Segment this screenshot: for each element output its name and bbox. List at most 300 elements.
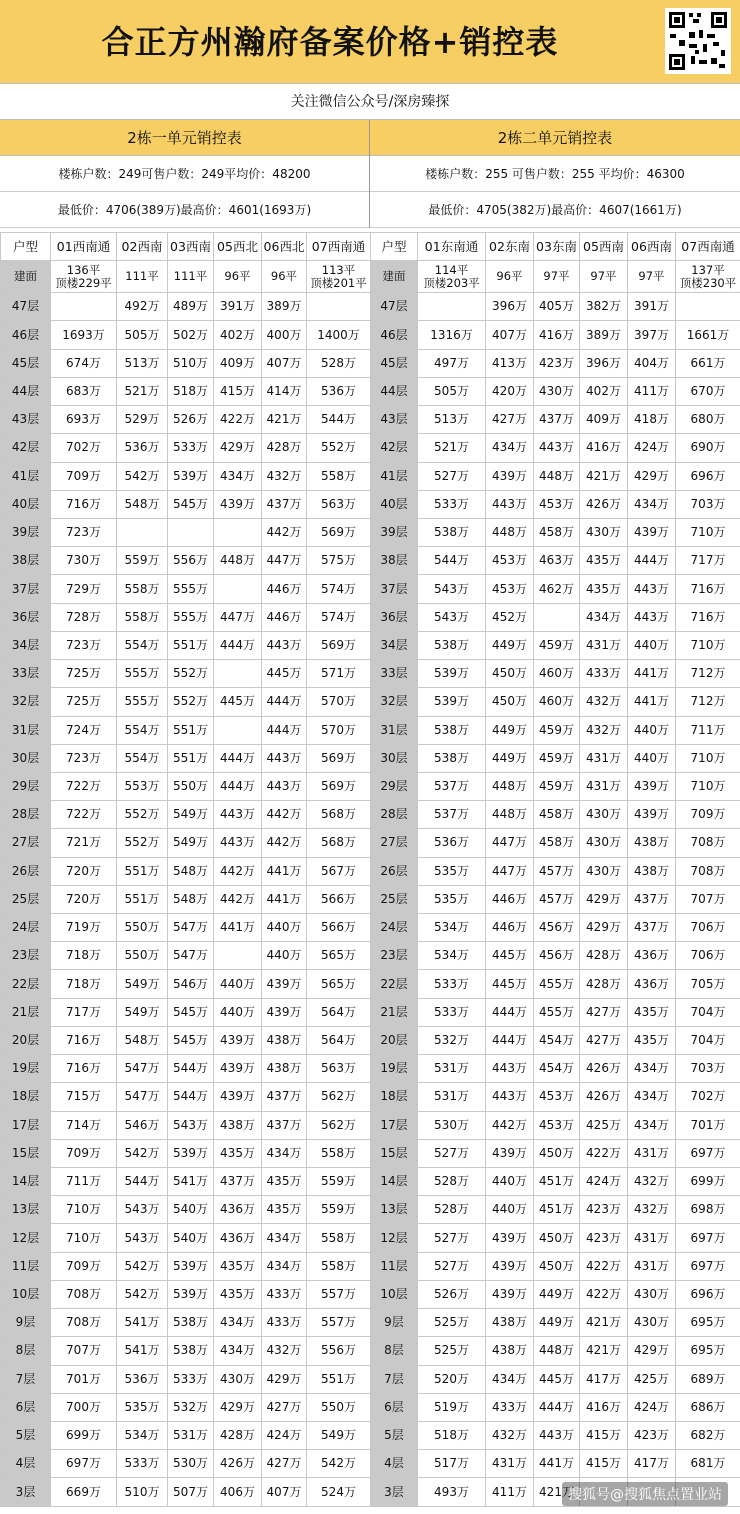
price-cell: 417万 [580,1365,628,1393]
price-cell [214,575,262,603]
price-cell [214,716,262,744]
area-cell: 97平 [534,261,580,293]
price-cell [214,518,262,546]
floor-label: 34层 [371,631,418,659]
price-cell: 451万 [534,1168,580,1196]
price-cell: 439万 [486,1252,534,1280]
price-cell: 426万 [580,1083,628,1111]
price-cell: 426万 [580,490,628,518]
price-cell: 437万 [628,914,676,942]
price-cell: 701万 [51,1365,117,1393]
price-cell: 706万 [676,942,740,970]
floor-label: 36层 [1,603,51,631]
price-cell: 547万 [168,942,214,970]
price-cell: 712万 [676,688,740,716]
price-cell: 536万 [117,1365,168,1393]
floor-label: 11层 [1,1252,51,1280]
price-cell: 445万 [486,942,534,970]
price-cell: 437万 [628,885,676,913]
price-cell: 421万 [534,1478,580,1506]
price-cell: 542万 [117,1280,168,1308]
column-header: 01西南通 [51,233,117,261]
price-cell: 443万 [628,575,676,603]
column-header: 05西南 [580,233,628,261]
floor-label: 43层 [1,406,51,434]
price-cell: 443万 [214,829,262,857]
price-cell: 450万 [486,660,534,688]
price-cell: 709万 [51,1139,117,1167]
floor-label: 30层 [371,744,418,772]
unit-2-title: 2栋二单元销控表 [370,120,740,156]
price-cell: 422万 [580,1280,628,1308]
price-cell: 525万 [418,1309,486,1337]
price-cell: 526万 [168,406,214,434]
price-cell: 554万 [117,744,168,772]
title-bar [0,0,740,84]
table-row [371,518,740,546]
price-cell: 539万 [418,660,486,688]
unit-1-header [0,120,370,228]
price-cell: 537万 [418,801,486,829]
floor-label: 34层 [1,631,51,659]
price-cell: 556万 [307,1337,371,1365]
column-header: 05西北 [214,233,262,261]
price-cell: 527万 [418,1224,486,1252]
floor-label: 17层 [371,1111,418,1139]
table-row [371,1224,740,1252]
table-row [1,1309,371,1337]
price-cell: 566万 [307,885,371,913]
price-cell: 1661万 [676,321,740,349]
price-cell: 717万 [51,998,117,1026]
floor-label: 39层 [371,518,418,546]
table-row [371,1026,740,1054]
table-row [1,349,371,377]
price-cell: 555万 [117,660,168,688]
price-cell: 707万 [676,885,740,913]
table-row [371,406,740,434]
floor-label: 30层 [1,744,51,772]
price-cell: 681万 [676,1450,740,1478]
table-row [371,1450,740,1478]
floor-label: 18层 [371,1083,418,1111]
floor-label: 6层 [1,1393,51,1421]
price-cell [418,293,486,321]
column-header: 02西南 [117,233,168,261]
price-cell: 439万 [628,518,676,546]
table-row [1,1083,371,1111]
price-cell: 546万 [117,1111,168,1139]
price-cell: 543万 [117,1224,168,1252]
table-row [1,772,371,800]
table-row [1,462,371,490]
area-cell: 113平 顶楼201平 [307,261,371,293]
price-cell: 569万 [307,744,371,772]
price-cell: 437万 [534,406,580,434]
price-cell: 539万 [168,462,214,490]
price-cell: 558万 [117,603,168,631]
floor-label: 27层 [1,829,51,857]
price-cell: 534万 [418,942,486,970]
price-cell: 552万 [117,801,168,829]
price-cell: 457万 [534,857,580,885]
table-row [1,1026,371,1054]
price-cell: 557万 [307,1309,371,1337]
price-cell: 729万 [51,575,117,603]
price-cell: 549万 [307,1421,371,1449]
price-cell: 458万 [534,518,580,546]
price-cell: 551万 [307,1365,371,1393]
price-cell: 437万 [214,1168,262,1196]
price-cell: 396万 [486,293,534,321]
price-cell: 558万 [307,1252,371,1280]
floor-label: 19层 [371,1055,418,1083]
price-cell: 437万 [262,1111,307,1139]
price-cell: 444万 [486,998,534,1026]
price-cell: 543万 [418,603,486,631]
price-cell: 702万 [51,434,117,462]
area-cell: 111平 [168,261,214,293]
price-cell: 544万 [168,1055,214,1083]
price-cell: 448万 [486,772,534,800]
table-row [1,1139,371,1167]
page-title: 合正方州瀚府备案价格+销控表 [101,23,559,61]
price-cell: 406万 [214,1478,262,1506]
price-cell: 693万 [51,406,117,434]
price-cell: 527万 [418,462,486,490]
price-cell: 414万 [262,377,307,405]
price-cell: 541万 [117,1337,168,1365]
price-cell: 712万 [676,660,740,688]
price-cell: 538万 [168,1337,214,1365]
price-cell: 718万 [51,942,117,970]
price-cell: 541万 [117,1309,168,1337]
price-cell: 543万 [168,1111,214,1139]
price-cell: 402万 [580,377,628,405]
price-cell: 443万 [262,772,307,800]
price-cell: 458万 [534,801,580,829]
price-cell: 439万 [486,1280,534,1308]
price-cell: 424万 [628,1393,676,1421]
price-cell: 434万 [628,1083,676,1111]
floor-label: 10层 [371,1280,418,1308]
price-cell: 436万 [628,942,676,970]
area-cell: 96平 [262,261,307,293]
price-cell: 720万 [51,885,117,913]
price-cell: 715万 [51,1083,117,1111]
price-cell: 438万 [262,1026,307,1054]
price-cell: 489万 [168,293,214,321]
price-cell: 558万 [307,1139,371,1167]
price-cell: 416万 [580,1393,628,1421]
column-header: 07西南通 [676,233,740,261]
price-cell: 552万 [168,688,214,716]
price-cell: 435万 [214,1280,262,1308]
table-row [1,885,371,913]
table-row [1,321,371,349]
price-cell: 456万 [534,942,580,970]
price-cell: 415万 [580,1450,628,1478]
price-cell: 422万 [214,406,262,434]
price-cell: 449万 [534,1280,580,1308]
table-row [371,603,740,631]
price-cell: 696万 [676,1280,740,1308]
price-cell: 448万 [486,801,534,829]
price-cell: 416万 [534,321,580,349]
floor-label: 44层 [371,377,418,405]
price-cell: 435万 [214,1139,262,1167]
floor-label: 31层 [371,716,418,744]
area-cell: 96平 [214,261,262,293]
price-cell: 433万 [262,1280,307,1308]
floor-label: 7层 [371,1365,418,1393]
unit-1-info-prices: 最低价：4706(389万)最高价：4601(1693万) [0,192,369,228]
price-cell: 427万 [486,406,534,434]
price-cell: 439万 [628,801,676,829]
price-cell: 389万 [580,321,628,349]
price-cell [534,603,580,631]
price-cell: 451万 [534,1196,580,1224]
price-cell: 544万 [117,1168,168,1196]
table-row [371,575,740,603]
table-row [1,406,371,434]
table-row [371,1252,740,1280]
floor-label: 38层 [1,547,51,575]
price-cell: 538万 [418,716,486,744]
price-cell [214,942,262,970]
table-row [1,716,371,744]
price-cell: 521万 [418,434,486,462]
price-cell: 513万 [117,349,168,377]
price-cell: 686万 [676,1393,740,1421]
price-cell: 449万 [486,631,534,659]
price-cell: 527万 [418,1252,486,1280]
price-cell: 439万 [214,1026,262,1054]
price-cell: 439万 [214,1083,262,1111]
price-cell: 690万 [676,434,740,462]
price-cell: 437万 [262,490,307,518]
price-cell: 427万 [262,1450,307,1478]
floor-label: 47层 [371,293,418,321]
price-cell: 533万 [117,1450,168,1478]
price-cell: 460万 [534,688,580,716]
price-cell: 551万 [168,631,214,659]
price-cell: 700万 [51,1393,117,1421]
subtitle: 关注微信公众号/深房臻探 [0,84,740,120]
price-cell: 432万 [262,1337,307,1365]
price-cell: 454万 [534,1026,580,1054]
table-row [371,1196,740,1224]
price-cell: 438万 [262,1055,307,1083]
table-row [1,1224,371,1252]
price-cell: 438万 [628,857,676,885]
price-cell: 429万 [628,1337,676,1365]
price-cell: 548万 [168,885,214,913]
table-row [371,434,740,462]
column-header-unit-type: 户型 [371,233,418,261]
price-cell: 448万 [534,462,580,490]
table-row [1,1450,371,1478]
price-cell: 711万 [51,1168,117,1196]
unit-2-sales-table [370,232,740,1507]
price-cell: 539万 [168,1139,214,1167]
price-cell: 542万 [307,1450,371,1478]
table-row [1,1055,371,1083]
price-cell: 518万 [168,377,214,405]
price-cell: 429万 [214,434,262,462]
price-cell: 426万 [580,1055,628,1083]
price-cell: 430万 [580,857,628,885]
table-row [371,349,740,377]
floor-label: 26层 [371,857,418,885]
price-cell: 428万 [262,434,307,462]
floor-label: 15层 [1,1139,51,1167]
price-cell: 724万 [51,716,117,744]
price-cell: 543万 [117,1196,168,1224]
price-cell: 446万 [486,885,534,913]
price-cell [117,518,168,546]
price-cell: 723万 [51,518,117,546]
price-cell: 567万 [307,857,371,885]
price-cell: 413万 [486,349,534,377]
price-cell: 569万 [307,631,371,659]
price-cell: 725万 [51,688,117,716]
floor-label: 44层 [1,377,51,405]
price-cell: 450万 [534,1139,580,1167]
table-row [371,1083,740,1111]
floor-label: 33层 [371,660,418,688]
price-cell: 439万 [486,462,534,490]
price-cell: 520万 [418,1365,486,1393]
floor-label: 41层 [371,462,418,490]
price-cell: 1400万 [307,321,371,349]
table-row [1,293,371,321]
price-cell: 550万 [307,1393,371,1421]
table-row [1,575,371,603]
table-row [1,434,371,462]
price-cell: 710万 [676,631,740,659]
price-cell [51,293,117,321]
floor-label: 17层 [1,1111,51,1139]
price-cell: 431万 [628,1139,676,1167]
floor-label: 11层 [371,1252,418,1280]
table-row [371,716,740,744]
price-cell: 422万 [580,1139,628,1167]
price-cell: 531万 [168,1421,214,1449]
floor-label: 9层 [371,1309,418,1337]
table-row [1,1337,371,1365]
price-cell: 409万 [214,349,262,377]
area-cell: 97平 [628,261,676,293]
price-cell: 443万 [534,1421,580,1449]
price-cell: 527万 [418,1139,486,1167]
price-cell: 434万 [262,1252,307,1280]
price-cell: 708万 [676,829,740,857]
unit-1-sales-table [0,232,371,1507]
price-cell: 704万 [676,998,740,1026]
price-cell: 707万 [51,1337,117,1365]
price-cell: 539万 [418,688,486,716]
price-cell: 453万 [534,490,580,518]
floor-label: 12层 [371,1224,418,1252]
price-cell: 533万 [168,1365,214,1393]
price-cell: 400万 [262,321,307,349]
price-cell: 529万 [117,406,168,434]
price-cell: 430万 [628,1280,676,1308]
table-row [371,1309,740,1337]
price-cell: 505万 [418,377,486,405]
floor-label: 13层 [371,1196,418,1224]
price-cell: 530万 [168,1450,214,1478]
price-cell: 497万 [418,349,486,377]
price-cell: 446万 [486,914,534,942]
price-cell: 716万 [676,575,740,603]
floor-label: 27层 [371,829,418,857]
price-cell: 725万 [51,660,117,688]
price-cell: 554万 [117,631,168,659]
price-cell: 517万 [418,1450,486,1478]
price-cell: 417万 [628,1450,676,1478]
table-row [371,1280,740,1308]
price-cell: 557万 [307,1280,371,1308]
price-cell: 444万 [214,744,262,772]
price-cell [214,660,262,688]
price-cell: 439万 [628,772,676,800]
price-cell: 432万 [628,1196,676,1224]
column-header: 03西南 [168,233,214,261]
price-cell: 525万 [418,1337,486,1365]
floor-label: 31层 [1,716,51,744]
price-cell: 459万 [534,744,580,772]
price-cell: 456万 [534,914,580,942]
price-cell: 568万 [307,829,371,857]
price-cell: 440万 [486,1196,534,1224]
table-row [1,1168,371,1196]
table-row [1,518,371,546]
price-cell: 531万 [418,1055,486,1083]
table-row [1,914,371,942]
price-cell: 443万 [486,1055,534,1083]
table-header-row [1,233,371,261]
floor-label: 42层 [371,434,418,462]
price-cell: 443万 [486,490,534,518]
price-cell: 425万 [628,1365,676,1393]
area-cell: 136平 顶楼229平 [51,261,117,293]
column-header: 01东南通 [418,233,486,261]
price-cell: 674万 [51,349,117,377]
price-cell: 682万 [676,1421,740,1449]
price-cell: 443万 [214,801,262,829]
price-cell: 1693万 [51,321,117,349]
table-row [371,1337,740,1365]
price-cell: 689万 [676,1365,740,1393]
table-row [1,660,371,688]
price-cell: 708万 [51,1309,117,1337]
price-cell: 574万 [307,575,371,603]
price-cell: 421万 [580,1309,628,1337]
price-cell: 680万 [676,406,740,434]
price-cell: 423万 [534,349,580,377]
price-cell: 397万 [628,321,676,349]
price-cell: 441万 [534,1450,580,1478]
price-cell: 445万 [214,688,262,716]
price-cell: 532万 [418,1026,486,1054]
price-cell: 434万 [486,434,534,462]
price-cell: 443万 [628,603,676,631]
table-row [1,1196,371,1224]
price-cell: 533万 [418,970,486,998]
price-cell: 422万 [580,1252,628,1280]
